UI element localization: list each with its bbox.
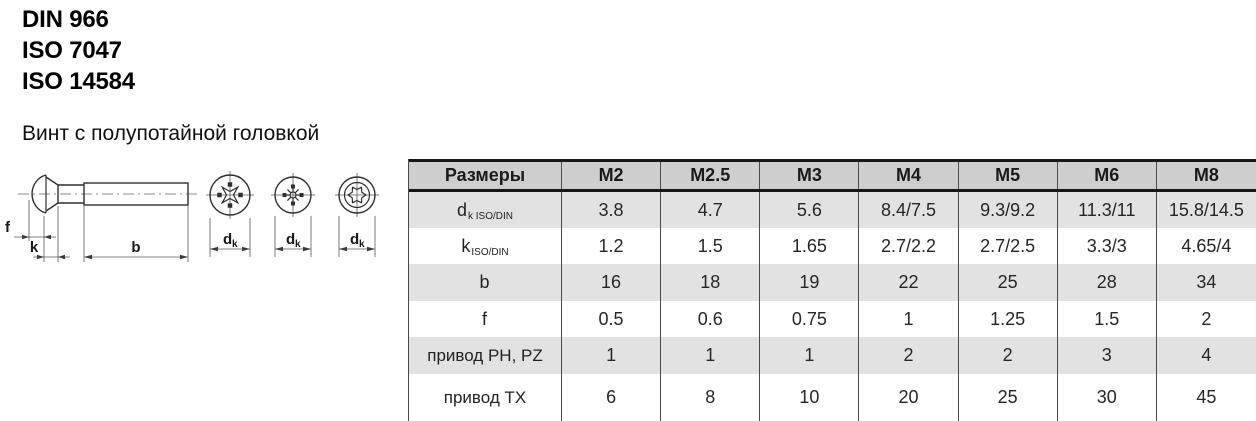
header-cell-m5: M5	[959, 162, 1058, 189]
phillips-recess-view	[206, 171, 254, 257]
torx-recess-view	[335, 173, 379, 257]
dk-label-sub: k	[359, 239, 365, 250]
table-cell: 20	[859, 374, 958, 421]
torx-crosshair	[335, 173, 379, 217]
table-row-f	[409, 301, 1256, 337]
table-header-row	[409, 159, 1256, 192]
row-label-sub: ISO/DIN	[471, 247, 509, 258]
row-label-main: привод TX	[443, 387, 527, 407]
phillips-crosshair	[206, 171, 254, 219]
table-row-b	[409, 264, 1256, 301]
table-cell: 11.3/11	[1058, 192, 1157, 228]
table-cell: 4	[1201, 345, 1212, 365]
product-subtitle: Винт с полупотайной головкой	[22, 122, 320, 145]
dk-label: d	[223, 231, 233, 248]
technical-drawing-svg	[0, 155, 400, 276]
table-cell: 8	[661, 374, 760, 421]
table-cell: 22	[859, 264, 958, 301]
header-cell-m2: M2	[562, 162, 661, 189]
table-cell: 6	[562, 374, 661, 421]
row-label-main: k	[461, 235, 471, 256]
table-cell: 2.7/2.2	[859, 228, 958, 264]
header-cell-m6: M6	[1058, 162, 1157, 189]
table-cell: 18	[661, 264, 760, 301]
table-cell: 1	[661, 337, 760, 374]
dimension-k-label: k	[29, 239, 39, 256]
dimension-k	[30, 206, 70, 262]
standard-iso-7047: ISO 7047	[22, 37, 122, 64]
table-cell: 16	[562, 264, 661, 301]
table-row-dk	[409, 192, 1256, 228]
table-row-drive-ph-pz	[409, 337, 1256, 374]
pozidriv-recess-view	[271, 173, 315, 257]
header-cell-m2-5: M2.5	[661, 162, 760, 189]
header-cell-m4: M4	[859, 162, 958, 189]
table-cell: 1	[760, 337, 859, 374]
dimension-b	[84, 206, 188, 262]
row-label-b	[409, 264, 562, 301]
table-row-drive-tx	[409, 374, 1256, 421]
table-cell: 1	[859, 301, 958, 337]
row-label-drive-tx	[409, 374, 562, 421]
row-label-main: привод PH, PZ	[427, 345, 543, 365]
dk-label: d	[286, 231, 296, 248]
row-label-main: d	[456, 199, 467, 220]
table-cell: 5.6	[760, 192, 859, 228]
header-cell-sizes: Размеры	[409, 162, 562, 189]
row-label-f	[409, 301, 562, 337]
table-cell: 28	[1058, 264, 1157, 301]
row-label-k	[409, 228, 562, 264]
table-cell: 19	[760, 264, 859, 301]
row-label-sub: k ISO/DIN	[468, 211, 514, 222]
table-cell: 1.65	[760, 228, 859, 264]
table-cell: 9.3/9.2	[959, 192, 1058, 228]
table-cell: 25	[959, 374, 1058, 421]
table-cell: 8.4/7.5	[859, 192, 958, 228]
table-cell: 10	[760, 374, 859, 421]
dk-label: d	[350, 231, 360, 248]
table-cell: 3.3/3	[1058, 228, 1157, 264]
table-cell: 1.2	[562, 228, 661, 264]
table-cell: 1.5	[1058, 301, 1157, 337]
header-cell-m8: M8	[1193, 165, 1219, 185]
standard-iso-14584: ISO 14584	[22, 68, 135, 95]
table-cell: 15.8/14.5	[1168, 199, 1244, 220]
pozidriv-crosshair	[271, 173, 315, 217]
screw-side-view	[5, 175, 198, 262]
row-label-dk	[409, 192, 562, 228]
table-cell: 1	[562, 337, 661, 374]
table-cell: 2.7/2.5	[959, 228, 1058, 264]
dimension-b-label: b	[131, 239, 141, 256]
dimension-dk-torx	[339, 216, 375, 257]
table-cell: 30	[1058, 374, 1157, 421]
table-cell: 2	[959, 337, 1058, 374]
table-cell: 3.8	[562, 192, 661, 228]
table-cell: 4.7	[661, 192, 760, 228]
table-cell: 0.5	[562, 301, 661, 337]
table-cell: 2	[1201, 308, 1212, 329]
table-cell: 0.75	[760, 301, 859, 337]
table-cell: 0.6	[661, 301, 760, 337]
table-cell: 25	[959, 264, 1058, 301]
table-cell: 34	[1196, 272, 1217, 292]
table-cell: 4.65/4	[1181, 235, 1232, 256]
header-cell-m3: M3	[760, 162, 859, 189]
standards-title-block	[22, 4, 135, 97]
dk-label-sub: k	[295, 239, 301, 250]
row-label-main: b	[479, 272, 490, 292]
dimension-f	[5, 200, 56, 241]
dimension-dk-pozidriv	[275, 216, 311, 257]
row-label-main: f	[481, 308, 487, 329]
table-cell: 45	[1196, 387, 1217, 407]
table-cell: 1.25	[959, 301, 1058, 337]
technical-drawing	[0, 155, 400, 276]
dk-label-sub: k	[232, 239, 238, 250]
dimension-dk-phillips	[210, 218, 250, 257]
table-cell: 1.5	[661, 228, 760, 264]
row-label-drive-ph-pz	[409, 337, 562, 374]
standard-din: DIN 966	[22, 6, 109, 33]
table-cell: 2	[859, 337, 958, 374]
spec-table	[408, 159, 1256, 421]
table-row-k	[409, 228, 1256, 264]
dimension-f-label: f	[5, 219, 10, 236]
table-cell: 3	[1058, 337, 1157, 374]
